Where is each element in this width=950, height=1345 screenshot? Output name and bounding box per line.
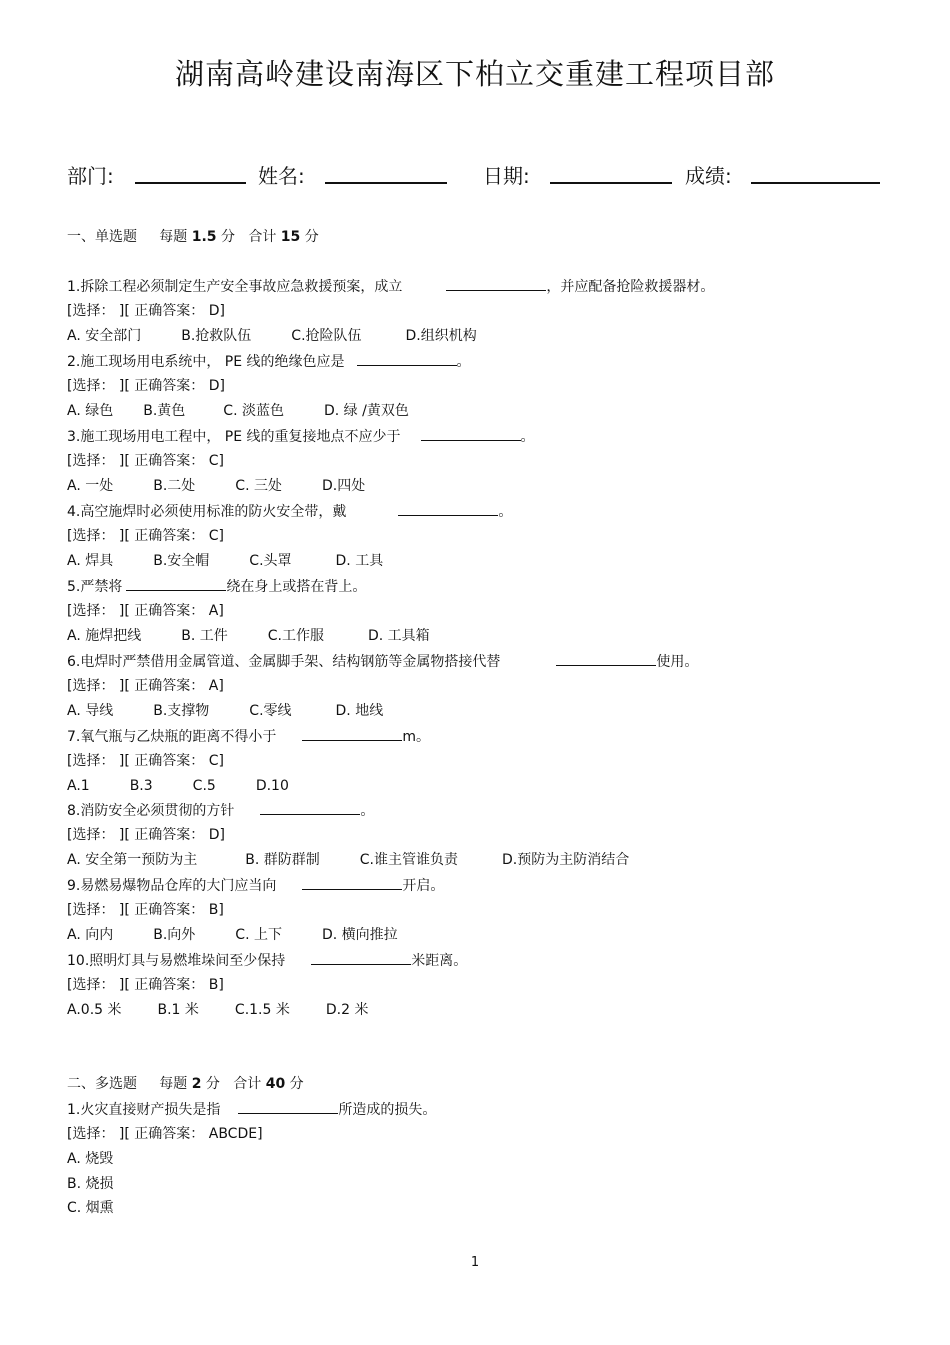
option[interactable]: C.抢险队伍 [291, 328, 362, 344]
option[interactable]: C.工作服 [267, 628, 324, 644]
section-total-value: 15 [280, 229, 301, 245]
option[interactable]: D. 工具 [335, 553, 384, 569]
option[interactable]: D.预防为主防消结合 [501, 852, 630, 868]
question-text [67, 277, 714, 296]
options-row [67, 477, 365, 495]
option[interactable]: B.3 [129, 778, 153, 794]
options-row [67, 926, 398, 944]
date-blank[interactable] [550, 182, 672, 184]
option[interactable]: B.二处 [153, 478, 196, 494]
options-row [67, 627, 430, 645]
section-each-value: 2 [191, 1076, 202, 1092]
answer-line: [选择： ][ 正确答案： C] [67, 753, 224, 769]
answer-blank[interactable] [302, 876, 402, 890]
option[interactable]: A. 安全第一预防为主 [67, 852, 198, 868]
option[interactable]: B.抢救队伍 [181, 328, 252, 344]
section-total-value: 40 [265, 1076, 286, 1092]
section-each-label: 每题 [159, 1076, 188, 1092]
section-heading-single [67, 226, 319, 246]
option[interactable]: A. 施焊把线 [67, 628, 142, 644]
question-text [67, 577, 366, 596]
section-heading-multi [67, 1073, 304, 1093]
question-text [67, 652, 698, 671]
option[interactable]: B.黄色 [143, 403, 186, 419]
question-stem: 7.氧气瓶与乙炔瓶的距离不得小于 [67, 729, 277, 745]
dept-blank[interactable] [135, 182, 246, 184]
section-total-label: 合计 [248, 229, 277, 245]
options-row [67, 552, 383, 570]
option[interactable]: C. 烟熏 [67, 1200, 114, 1216]
section-unit: 分 [304, 229, 319, 245]
question-text [67, 1100, 436, 1119]
question-stem: 8.消防安全必须贯彻的方针 [67, 803, 235, 819]
section-title: 一、单选题 [67, 229, 137, 245]
question-stem-end: 米距离。 [411, 953, 468, 969]
question-stem-end: m。 [402, 729, 430, 745]
answer-blank[interactable] [238, 1100, 338, 1114]
answer-blank[interactable] [302, 727, 402, 741]
question-stem-end: 。 [456, 354, 471, 370]
option[interactable]: B.向外 [153, 927, 196, 943]
options-row [67, 402, 409, 420]
option[interactable]: C.谁主管谁负责 [359, 852, 458, 868]
answer-blank[interactable] [311, 951, 411, 965]
option[interactable]: B. 工件 [181, 628, 228, 644]
option[interactable]: A. 焊具 [67, 553, 114, 569]
option[interactable]: A.0.5 米 [67, 1002, 122, 1018]
option[interactable]: B.安全帽 [153, 553, 210, 569]
answer-line: [选择： ][ 正确答案： ABCDE] [67, 1126, 263, 1142]
answer-blank[interactable] [446, 277, 546, 291]
options-row [67, 777, 289, 795]
answer-blank[interactable] [357, 352, 457, 366]
options-row [67, 327, 477, 345]
question-stem: 2.施工现场用电系统中， PE 线的绝缘色应是 [67, 354, 345, 370]
question-text [67, 727, 430, 746]
option[interactable]: A.1 [67, 778, 90, 794]
question-stem-end: 绕在身上或搭在背上。 [226, 579, 367, 595]
option[interactable]: C. 三处 [235, 478, 282, 494]
section-unit: 分 [220, 229, 235, 245]
question-stem-end: 。 [520, 429, 535, 445]
question-text [67, 427, 535, 446]
answer-line: [选择： ][ 正确答案： D] [67, 378, 225, 394]
option[interactable]: B.支撑物 [153, 703, 210, 719]
option[interactable]: A. 一处 [67, 478, 114, 494]
section-unit: 分 [205, 1076, 220, 1092]
info-row [0, 156, 950, 192]
question-text [67, 502, 512, 521]
options-row [67, 851, 629, 869]
question-stem-end: 使用。 [656, 654, 699, 670]
option[interactable]: A. 绿色 [67, 403, 114, 419]
name-blank[interactable] [325, 182, 447, 184]
question-stem: 10.照明灯具与易燃堆垛间至少保持 [67, 953, 286, 969]
option[interactable]: B.1 米 [157, 1002, 199, 1018]
answer-blank[interactable] [126, 577, 226, 591]
answer-blank[interactable] [260, 801, 360, 815]
option[interactable]: D. 横向推拉 [321, 927, 398, 943]
answer-line: [选择： ][ 正确答案： C] [67, 528, 224, 544]
option[interactable]: A. 向内 [67, 927, 114, 943]
option[interactable]: C.零线 [249, 703, 292, 719]
answer-blank[interactable] [398, 502, 498, 516]
question-stem: 1.火灾直接财产损失是指 [67, 1102, 221, 1118]
dept-label: 部门: [67, 164, 114, 188]
option[interactable]: C.5 [192, 778, 216, 794]
answer-blank[interactable] [421, 427, 521, 441]
option[interactable]: B. 烧损 [67, 1175, 114, 1192]
score-blank[interactable] [751, 182, 880, 184]
question-stem: 3.施工现场用电工程中， PE 线的重复接地点不应少于 [67, 429, 401, 445]
question-text [67, 876, 444, 895]
question-stem: 9.易燃易爆物品仓库的大门应当向 [67, 878, 277, 894]
section-each-value: 1.5 [191, 229, 217, 245]
option[interactable]: D.组织机构 [405, 328, 477, 344]
answer-line: [选择： ][ 正确答案： B] [67, 977, 224, 993]
option[interactable]: D. 工具箱 [367, 628, 430, 644]
question-text [67, 352, 471, 371]
option[interactable]: A. 安全部门 [67, 328, 142, 344]
section-title: 二、多选题 [67, 1076, 137, 1092]
answer-line: [选择： ][ 正确答案： B] [67, 902, 224, 918]
options-row [67, 1001, 368, 1019]
answer-line: [选择： ][ 正确答案： A] [67, 603, 224, 619]
question-stem-end: 开启。 [402, 878, 445, 894]
option[interactable]: A. 烧毁 [67, 1151, 114, 1167]
question-stem-end: 。 [360, 803, 375, 819]
answer-line: [选择： ][ 正确答案： D] [67, 827, 225, 843]
page-number: 1 [470, 1255, 480, 1270]
section-total-label: 合计 [233, 1076, 262, 1092]
section-unit: 分 [289, 1076, 304, 1092]
name-label: 姓名: [258, 164, 305, 188]
question-text [67, 951, 467, 970]
question-text [67, 801, 374, 820]
option[interactable]: C.头罩 [249, 553, 292, 569]
question-stem: 1.拆除工程必须制定生产安全事故应急救援预案，成立 [67, 279, 403, 295]
question-stem-end: 。 [498, 504, 513, 520]
answer-line: [选择： ][ 正确答案： D] [67, 303, 225, 319]
question-stem-end: 所造成的损失。 [338, 1102, 437, 1118]
option[interactable]: D.10 [255, 778, 289, 794]
option[interactable]: B. 群防群制 [245, 852, 320, 868]
option[interactable]: D.四处 [321, 478, 366, 494]
score-label: 成绩: [685, 164, 732, 188]
option[interactable]: D.2 米 [325, 1002, 369, 1018]
question-stem-end: ，并应配备抢险救援器材。 [546, 279, 715, 295]
options-row [67, 702, 383, 720]
answer-blank[interactable] [556, 652, 656, 666]
option[interactable]: C.1.5 米 [234, 1002, 290, 1018]
question-stem: 5.严禁将 [67, 579, 123, 595]
option[interactable]: C. 淡蓝色 [223, 403, 284, 419]
date-label: 日期: [483, 164, 530, 188]
section-each-label: 每题 [159, 229, 188, 245]
question-stem: 4.高空施焊时必须使用标准的防火安全带，戴 [67, 504, 347, 520]
answer-line: [选择： ][ 正确答案： A] [67, 678, 224, 694]
option[interactable]: D. 绿 /黄双色 [323, 403, 409, 419]
document-title: 湖南高岭建设南海区下柏立交重建工程项目部 [174, 57, 775, 91]
option[interactable]: C. 上下 [235, 927, 282, 943]
option[interactable]: A. 导线 [67, 703, 114, 719]
answer-line: [选择： ][ 正确答案： C] [67, 453, 224, 469]
option[interactable]: D. 地线 [335, 703, 384, 719]
question-stem: 6.电焊时严禁借用金属管道、金属脚手架、结构钢筋等金属物搭接代替 [67, 654, 501, 670]
